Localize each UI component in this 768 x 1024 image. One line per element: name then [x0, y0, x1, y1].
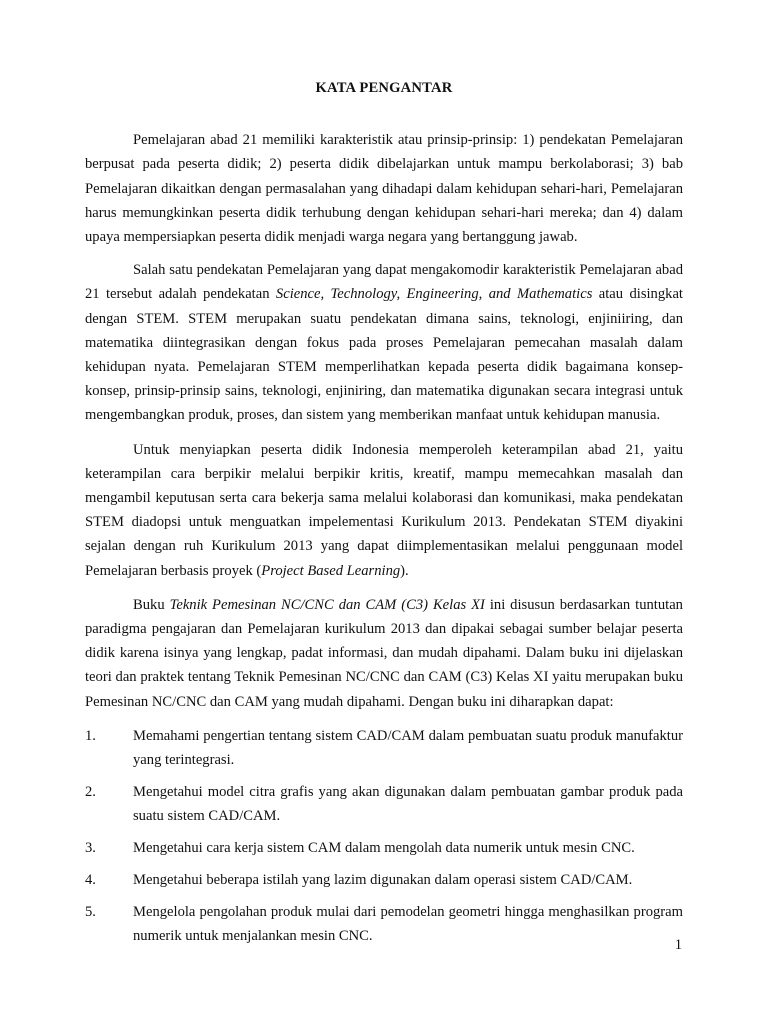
list-item-number: 5.	[85, 903, 96, 920]
page-number: 1	[674, 937, 682, 953]
paragraph-2	[85, 258, 683, 427]
list-item	[85, 900, 683, 948]
paragraph-1	[85, 128, 683, 249]
paragraph-4-text-b: ini disusun berdasarkan tuntutan paradigma pengajaran dan Pemelajaran kurikulum 2013 dan dipakai sebagai sumber belajar peserta didik karena isinya yang lengkap, padat informasi, dan mudah dipahami. Dalam buku ini dijelaskan teori dan praktek tentang Teknik Pemesinan NC/CNC dan CAM (C3) Kelas XI yaitu merupakan buku Pemesinan NC/CNC dan CAM yang mudah dipahami. Dengan buku ini diharapkan dapat:	[85, 596, 683, 710]
list-item-text: Mengetahui cara kerja sistem CAM dalam mengolah data numerik untuk mesin CNC.	[133, 839, 635, 856]
list-item	[85, 724, 683, 772]
list-item-number: 4.	[85, 871, 96, 888]
list-item	[85, 868, 683, 892]
paragraph-3-text-b: ).	[400, 562, 409, 579]
paragraph-4-emphasis: Teknik Pemesinan NC/CNC dan CAM (C3) Kelas XI	[169, 596, 485, 613]
list-item-number: 1.	[85, 727, 96, 744]
paragraph-1-text: Pemelajaran abad 21 memiliki karakteristik atau prinsip-prinsip: 1) pendekatan Pemelajaran berpusat pada peserta didik; 2) peserta didik dibelajarkan untuk mampu berkolaborasi; 3) bab Pemelajaran dikaitkan dengan permasalahan yang dihadapi dalam kehidupan sehari-hari, Pemelajaran harus memungkinkan peserta didik terhubung dengan kehidupan sehari-hari mereka; dan 4) dalam upaya mempersiapkan peserta didik menjadi warga negara yang bertanggung jawab.	[85, 132, 683, 246]
paragraph-2-text-b: atau disingkat dengan STEM. STEM merupakan suatu pendekatan dimana sains, teknologi, enjiniiring, dan matematika diintegrasikan dengan fokus pada proses Pemelajaran pemecahan masalah dalam kehidupan nyata. Pemelajaran STEM memperlihatkan kepada peserta didik bagaimana konsep-konsep, prinsip-prinsip sains, teknologi, enjiniring, dan matematika digunakan secara integrasi untuk mengembangkan produk, proses, dan sistem yang memberikan manfaat untuk kehidupan manusia.	[85, 286, 683, 424]
paragraph-4-text-a: Buku	[133, 596, 170, 613]
list-item-number: 3.	[85, 839, 96, 856]
objectives-list	[85, 724, 683, 948]
paragraph-4	[85, 593, 683, 714]
list-item-text: Mengelola pengolahan produk mulai dari pemodelan geometri hingga menghasilkan program numerik untuk menjalankan mesin CNC.	[133, 903, 683, 944]
paragraph-3	[85, 438, 683, 583]
paragraph-2-text-a: Salah satu pendekatan Pemelajaran yang dapat mengakomodir karakteristik Pemelajaran abad 21 tersebut adalah pendekatan	[85, 262, 683, 303]
paragraph-3-text-a: Untuk menyiapkan peserta didik Indonesia memperoleh keterampilan abad 21, yaitu keterampilan cara berpikir melalui berpikir kritis, kreatif, mampu memecahkan masalah dan mengambil keputusan serta cara bekerja sama melalui kolaborasi dan komunikasi, maka pendekatan STEM diadopsi untuk menguatkan impelementasi Kurikulum 2013. Pendekatan STEM diyakini sejalan dengan ruh Kurikulum 2013 yang dapat diimplementasikan melalui penggunaan model Pemelajaran berbasis proyek (	[85, 441, 683, 579]
document-page	[85, 76, 683, 956]
list-item-number: 2.	[85, 783, 96, 800]
paragraph-3-emphasis: Project Based Learning	[261, 562, 401, 579]
list-item-text: Memahami pengertian tentang sistem CAD/CAM dalam pembuatan suatu produk manufaktur yang terintegrasi.	[133, 727, 683, 768]
list-item-text: Mengetahui beberapa istilah yang lazim digunakan dalam operasi sistem CAD/CAM.	[133, 871, 633, 888]
paragraph-2-emphasis: Science, Technology, Engineering, and Mathematics	[275, 286, 593, 303]
list-item	[85, 780, 683, 828]
list-item	[85, 836, 683, 860]
list-item-text: Mengetahui model citra grafis yang akan digunakan dalam pembuatan gambar produk pada suatu sistem CAD/CAM.	[133, 783, 683, 824]
page-title: KATA PENGANTAR	[315, 80, 453, 96]
